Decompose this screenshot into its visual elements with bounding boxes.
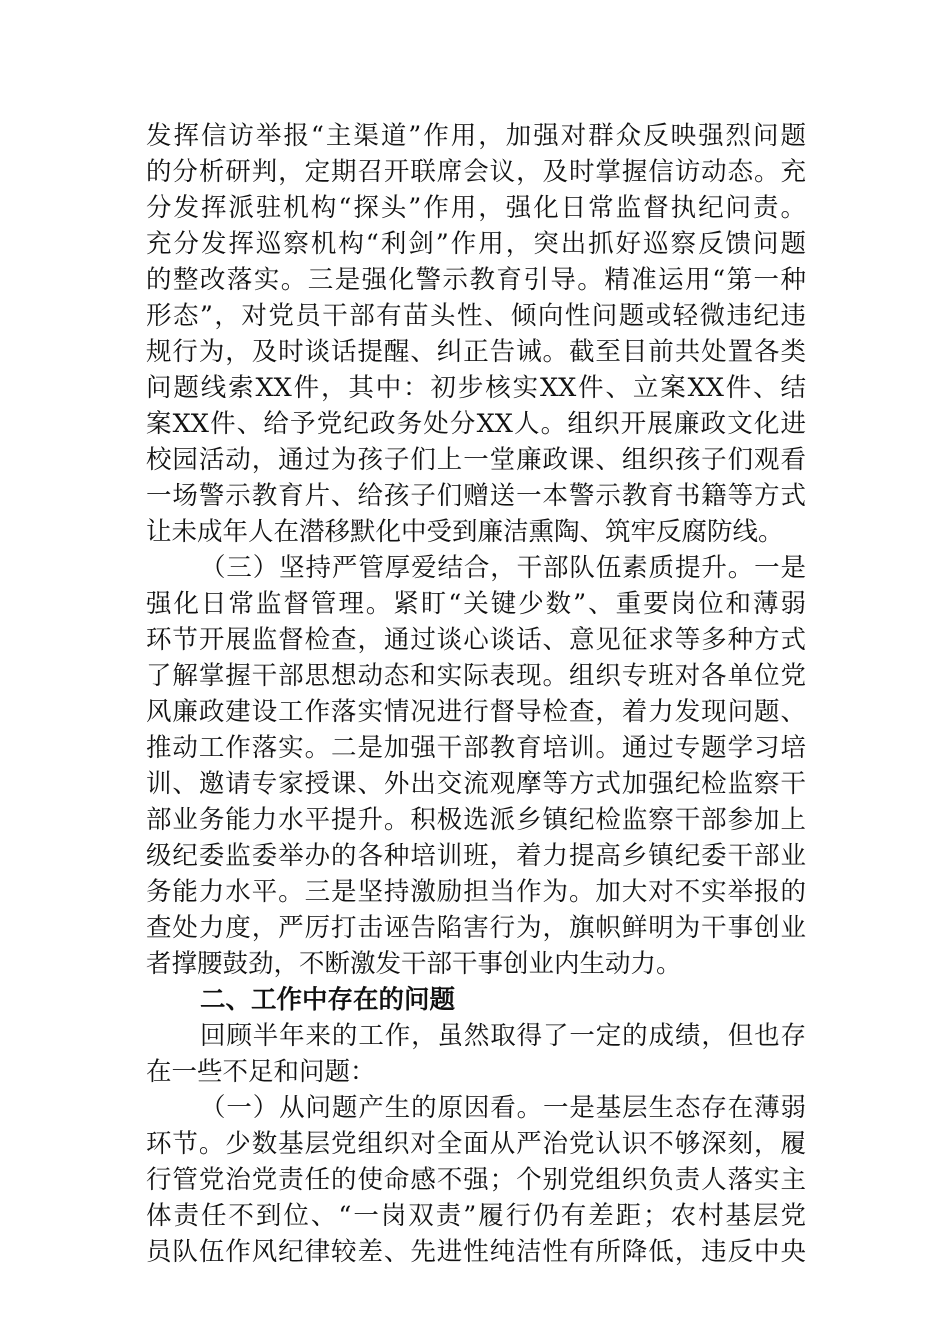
text-line: 校园活动，通过为孩子们上一堂廉政课、组织孩子们观看	[146, 445, 806, 475]
text-line: 了解掌握干部思想动态和实际表现。组织专班对各单位党	[146, 661, 806, 691]
text-line: 回顾半年来的工作，虽然取得了一定的成绩，但也存	[200, 1021, 806, 1051]
text-line: （三）坚持严管厚爱结合，干部队伍素质提升。一是	[200, 553, 806, 583]
text-line: 形态”，对党员干部有苗头性、倾向性问题或轻微违纪违	[146, 301, 806, 331]
text-line: 环节。少数基层党组织对全面从严治党认识不够深刻，履	[146, 1129, 806, 1159]
text-line: 的分析研判，定期召开联席会议，及时掌握信访动态。充	[146, 157, 806, 187]
text-line: 者撑腰鼓劲，不断激发干部干事创业内生动力。	[146, 949, 682, 979]
text-line: 级纪委监委举办的各种培训班，着力提高乡镇纪委干部业	[146, 841, 806, 871]
text-line: 部业务能力水平提升。积极选派乡镇纪检监察干部参加上	[146, 805, 806, 835]
text-line: 行管党治党责任的使命感不强；个别党组织负责人落实主	[146, 1165, 806, 1195]
text-line: 风廉政建设工作落实情况进行督导检查，着力发现问题、	[146, 697, 806, 727]
text-line: 在一些不足和问题：	[146, 1057, 376, 1087]
text-line: 的整改落实。三是强化警示教育引导。精准运用“第一种	[146, 265, 806, 295]
text-line: 一场警示教育片、给孩子们赠送一本警示教育书籍等方式	[146, 481, 806, 511]
text-line: 充分发挥巡察机构“利剑”作用，突出抓好巡察反馈问题	[146, 229, 806, 259]
text-line: 员队伍作风纪律较差、先进性纯洁性有所降低，违反中央	[146, 1237, 806, 1267]
text-line: 发挥信访举报“主渠道”作用，加强对群众反映强烈问题	[146, 121, 806, 151]
text-line: 问题线索XX件，其中：初步核实XX件、立案XX件、结	[146, 373, 806, 403]
text-line: 务能力水平。三是坚持激励担当作为。加大对不实举报的	[146, 877, 806, 907]
text-line: 体责任不到位、“一岗双责”履行仍有差距；农村基层党	[146, 1201, 806, 1231]
text-line: 强化日常监督管理。紧盯“关键少数”、重要岗位和薄弱	[146, 589, 806, 619]
text-line: 规行为，及时谈话提醒、纠正告诫。截至目前共处置各类	[146, 337, 806, 367]
text-line: 案XX件、给予党纪政务处分XX人。组织开展廉政文化进	[146, 409, 806, 439]
text-line: 查处力度，严厉打击诬告陷害行为，旗帜鲜明为干事创业	[146, 913, 806, 943]
text-line: 训、邀请专家授课、外出交流观摩等方式加强纪检监察干	[146, 769, 806, 799]
text-line: 环节开展监督检查，通过谈心谈话、意见征求等多种方式	[146, 625, 806, 655]
text-line: 推动工作落实。二是加强干部教育培训。通过专题学习培	[146, 733, 806, 763]
text-line: （一）从问题产生的原因看。一是基层生态存在薄弱	[200, 1093, 806, 1123]
text-line: 分发挥派驻机构“探头”作用，强化日常监督执纪问责。	[146, 193, 806, 223]
text-line: 让未成年人在潜移默化中受到廉洁熏陶、筑牢反腐防线。	[146, 517, 784, 547]
section-heading: 二、工作中存在的问题	[200, 985, 456, 1015]
